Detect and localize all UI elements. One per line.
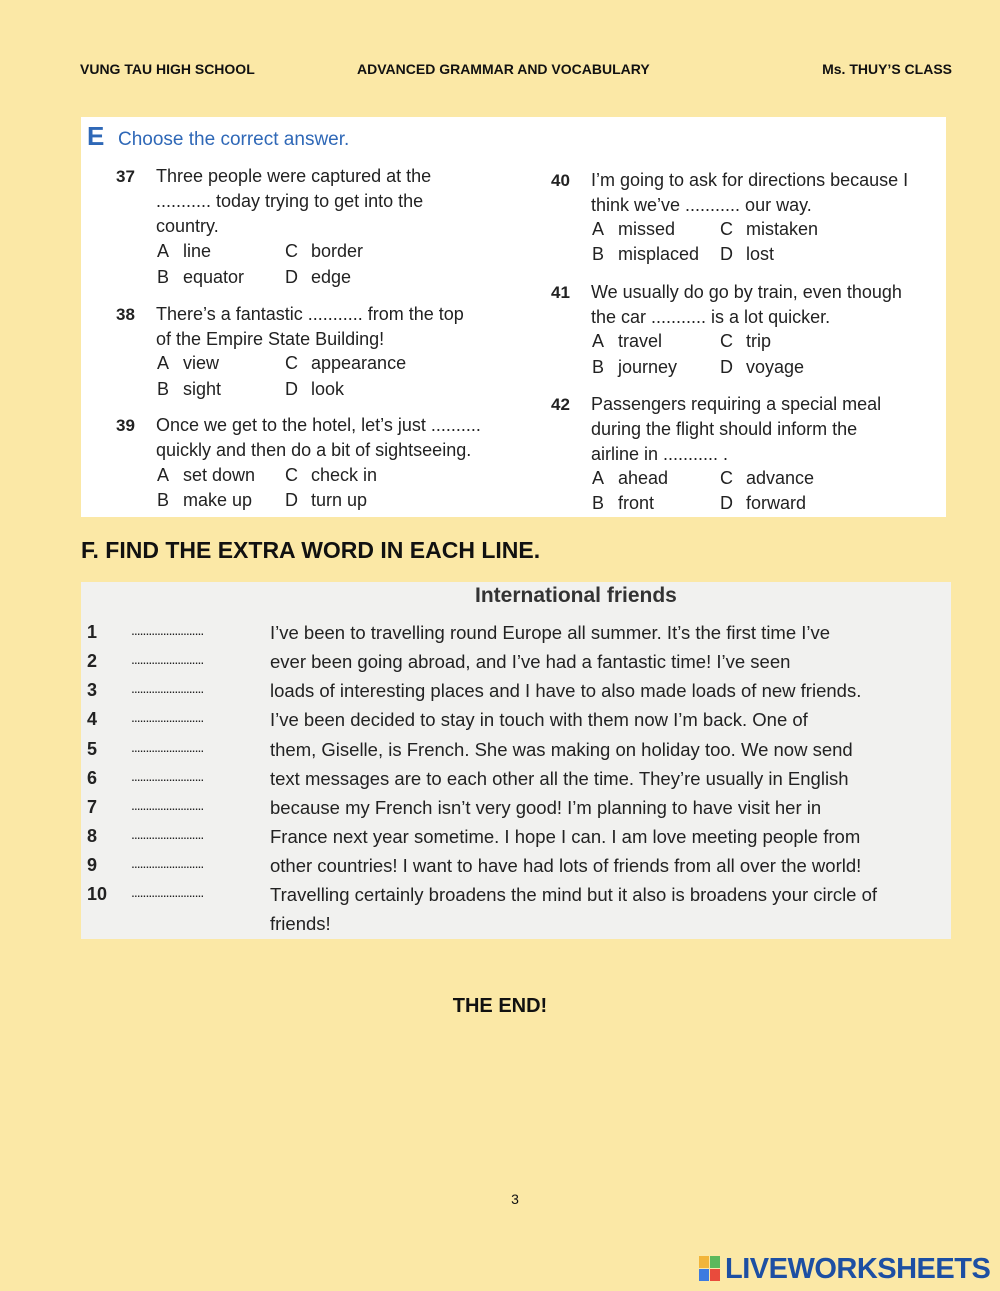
exercise-e-letter: E (87, 121, 105, 151)
option-text: advance (746, 468, 815, 488)
question-number: 37 (116, 167, 135, 186)
option-letter: D (720, 357, 733, 377)
line-text: I’ve been decided to stay in touch with them now I’m back. One of (270, 709, 808, 730)
question-line: during the flight should inform the (591, 419, 858, 439)
option-letter: D (720, 493, 733, 513)
question-line: country. (156, 216, 219, 236)
option-letter: D (285, 490, 298, 510)
answer-blank[interactable]: ......................... (131, 826, 204, 842)
option-41-b[interactable] (592, 357, 677, 378)
option-38-d[interactable] (285, 379, 344, 400)
option-text: border (311, 241, 364, 261)
option-41-c[interactable] (720, 331, 771, 352)
option-letter: D (285, 267, 298, 287)
option-42-d[interactable] (720, 493, 806, 514)
answer-blank[interactable]: ......................... (131, 680, 204, 696)
option-text: lost (746, 244, 775, 264)
question-number: 38 (116, 305, 135, 324)
question-line: Once we get to the hotel, let’s just .......... (156, 415, 481, 435)
option-38-b[interactable] (157, 379, 221, 400)
page-header (80, 61, 952, 81)
option-38-c[interactable] (285, 353, 406, 374)
option-39-a[interactable] (157, 465, 255, 486)
exercise-f-panel (81, 582, 951, 939)
line-number: 5 (87, 739, 98, 759)
passage-line (81, 884, 951, 913)
course-title: ADVANCED GRAMMAR AND VOCABULARY (357, 61, 650, 77)
option-text: look (311, 379, 345, 399)
option-text: make up (183, 490, 253, 510)
option-37-a[interactable] (157, 241, 211, 262)
line-number: 8 (87, 826, 98, 846)
option-41-a[interactable] (592, 331, 662, 352)
option-text: mistaken (746, 219, 819, 239)
option-letter: A (157, 353, 170, 373)
answer-blank[interactable]: ......................... (131, 855, 204, 871)
passage-line (81, 855, 951, 884)
option-text: missed (618, 219, 676, 239)
line-text: ever been going abroad, and I’ve had a fantastic time! I’ve seen (270, 651, 791, 672)
question-line: of the Empire State Building! (156, 329, 385, 349)
passage-line (81, 797, 951, 826)
option-text: view (183, 353, 220, 373)
option-text: misplaced (618, 244, 700, 264)
option-text: ahead (618, 468, 669, 488)
option-37-c[interactable] (285, 241, 363, 262)
question-text (156, 302, 501, 352)
liveworksheets-logo (699, 1253, 995, 1285)
answer-blank[interactable]: ......................... (131, 884, 204, 900)
option-text: turn up (311, 490, 368, 510)
line-number: 9 (87, 855, 98, 875)
question-text (591, 280, 936, 330)
question-line: quickly and then do a bit of sightseeing. (156, 440, 472, 460)
option-text: forward (746, 493, 807, 513)
question-line: ........... today trying to get into the (156, 191, 424, 211)
option-text: voyage (746, 357, 805, 377)
line-text: other countries! I want to have had lots of friends from all over the world! (270, 855, 862, 876)
answer-blank[interactable]: ......................... (131, 797, 204, 813)
line-number: 7 (87, 797, 98, 817)
line-number: 3 (87, 680, 98, 700)
answer-blank[interactable]: ......................... (131, 651, 204, 667)
option-42-a[interactable] (592, 468, 668, 489)
question-line: think we’ve ........... our way. (591, 195, 812, 215)
answer-blank[interactable]: ......................... (131, 768, 204, 784)
question-number: 42 (551, 395, 570, 414)
passage-line (81, 826, 951, 855)
question-text (591, 168, 936, 218)
option-letter: B (157, 267, 170, 287)
option-letter: B (592, 493, 605, 513)
passage-line (81, 651, 951, 680)
passage-line (81, 622, 951, 651)
option-letter: A (157, 241, 170, 261)
question-line: the car ........... is a lot quicker. (591, 307, 831, 327)
question-text (591, 392, 936, 467)
option-letter: B (157, 490, 170, 510)
question-number: 40 (551, 171, 570, 190)
passage-line-continued (81, 913, 951, 942)
question-line: There’s a fantastic ........... from the top (156, 304, 464, 324)
option-text: edge (311, 267, 352, 287)
passage-line (81, 709, 951, 738)
line-text: friends! (270, 913, 331, 934)
option-text: trip (746, 331, 772, 351)
passage-line (81, 739, 951, 768)
exercise-e-title: Choose the correct answer. (118, 129, 350, 150)
option-40-b[interactable] (592, 244, 699, 265)
option-42-c[interactable] (720, 468, 814, 489)
line-number: 1 (87, 622, 98, 642)
class-name: Ms. THUY’S CLASS (822, 61, 952, 77)
the-end-text: THE END! (452, 995, 548, 1017)
line-text: them, Giselle, is French. She was making on holiday too. We now send (270, 739, 853, 760)
option-letter: B (157, 379, 170, 399)
question-line: I’m going to ask for directions because I (591, 170, 909, 190)
line-text: Travelling certainly broadens the mind but it also is broadens your circle of (270, 884, 878, 905)
school-name: VUNG TAU HIGH SCHOOL (80, 61, 255, 77)
option-37-b[interactable] (157, 267, 244, 288)
passage-heading: International friends (475, 584, 677, 607)
option-text: sight (183, 379, 222, 399)
option-text: set down (183, 465, 256, 485)
passage-line (81, 768, 951, 797)
line-text: because my French isn’t very good! I’m planning to have visit her in (270, 797, 822, 818)
option-letter: B (592, 244, 605, 264)
option-letter: A (592, 331, 605, 351)
option-40-d[interactable] (720, 244, 774, 265)
line-number: 4 (87, 709, 98, 729)
line-text: text messages are to each other all the time. They’re usually in English (270, 768, 849, 789)
question-number: 41 (551, 283, 570, 302)
liveworksheets-icon (699, 1256, 721, 1282)
option-39-c[interactable] (285, 465, 377, 486)
option-39-b[interactable] (157, 490, 252, 511)
option-letter: C (720, 468, 733, 488)
question-line: airline in ........... . (591, 444, 729, 464)
question-text (156, 413, 501, 463)
option-37-d[interactable] (285, 267, 351, 288)
option-text: front (618, 493, 655, 513)
option-letter: B (592, 357, 605, 377)
question-number: 39 (116, 416, 135, 435)
question-text (156, 164, 501, 239)
option-text: journey (618, 357, 678, 377)
option-text: travel (618, 331, 663, 351)
option-letter: A (592, 468, 605, 488)
line-number: 10 (87, 884, 108, 904)
question-line: We usually do go by train, even though (591, 282, 902, 302)
line-text: loads of interesting places and I have to also made loads of new friends. (270, 680, 862, 701)
option-text: appearance (311, 353, 407, 373)
answer-blank[interactable]: ......................... (131, 739, 204, 755)
line-number: 2 (87, 651, 98, 671)
option-letter: A (592, 219, 605, 239)
option-letter: C (285, 241, 298, 261)
option-letter: D (720, 244, 733, 264)
option-letter: C (285, 353, 298, 373)
option-40-c[interactable] (720, 219, 818, 240)
option-text: equator (183, 267, 245, 287)
answer-blank[interactable]: ......................... (131, 709, 204, 725)
option-42-b[interactable] (592, 493, 654, 514)
question-line: Passengers requiring a special meal (591, 394, 882, 414)
option-letter: C (720, 331, 733, 351)
option-letter: C (285, 465, 298, 485)
option-39-d[interactable] (285, 490, 367, 511)
option-text: line (183, 241, 212, 261)
option-38-a[interactable] (157, 353, 219, 374)
passage-line (81, 680, 951, 709)
page-number: 3 (511, 1191, 519, 1207)
answer-blank[interactable]: ......................... (131, 622, 204, 638)
option-letter: A (157, 465, 170, 485)
exercise-e-panel (81, 117, 946, 517)
option-letter: C (720, 219, 733, 239)
option-text: check in (311, 465, 378, 485)
line-number: 6 (87, 768, 98, 788)
question-line: Three people were captured at the (156, 166, 432, 186)
brand-name: LIVEWORKSHEETS (725, 1253, 991, 1285)
option-41-d[interactable] (720, 357, 804, 378)
section-f-title: F. FIND THE EXTRA WORD IN EACH LINE. (81, 537, 541, 563)
line-text: I’ve been to travelling round Europe all summer. It’s the first time I’ve (270, 622, 831, 643)
option-letter: D (285, 379, 298, 399)
option-40-a[interactable] (592, 219, 675, 240)
line-text: France next year sometime. I hope I can. I am love meeting people from (270, 826, 861, 847)
